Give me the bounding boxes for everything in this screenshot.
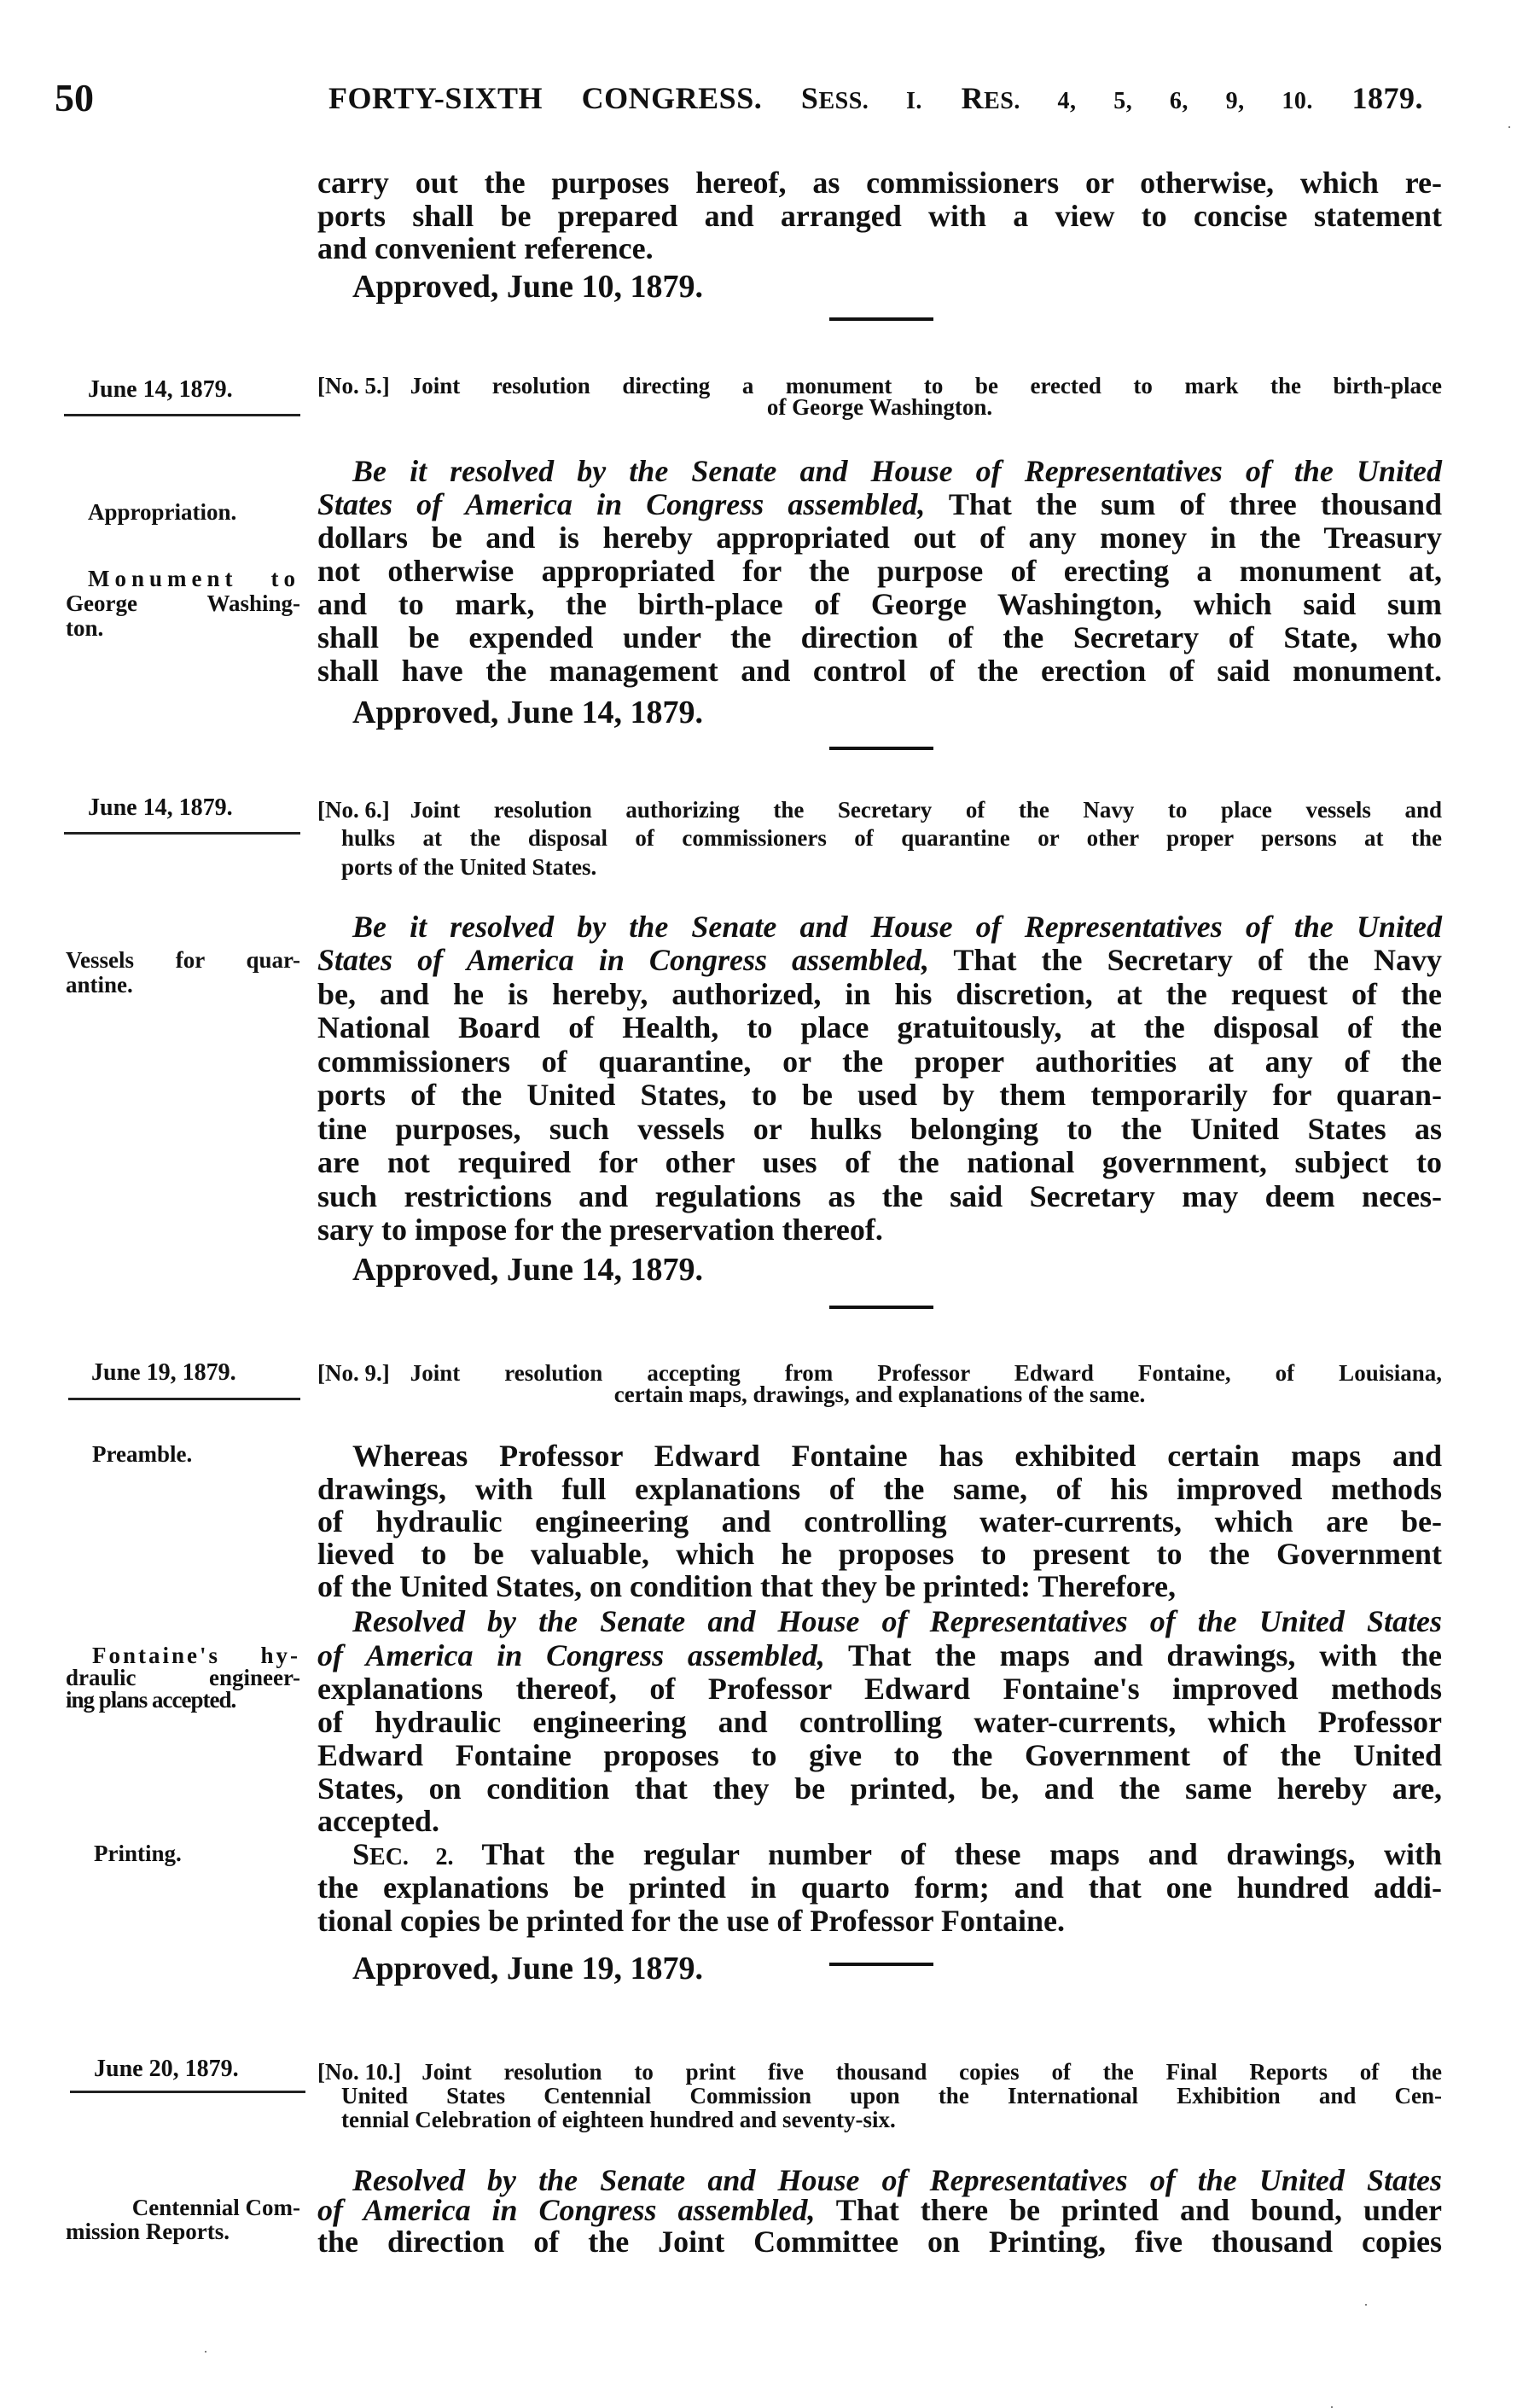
approval-line: Approved, June 14, 1879. [352, 695, 704, 730]
body-line: and to mark, the birth-place of George Washington, which said sum [317, 587, 1442, 621]
resolution-number: [No. 6.] [317, 797, 390, 823]
resolution-title-line: hulks at the disposal of commissioners of quarantine or other proper persons at the [341, 825, 1442, 851]
body-line: ports of the United States, to be used by them temporarily for quaran- [317, 1078, 1442, 1112]
body-line: not otherwise appropriated for the purpose of erecting a monument at, [317, 554, 1442, 588]
margin-note-centennial: Centennial Com- [131, 2195, 300, 2220]
header-year: 1879. [1351, 81, 1424, 115]
resolution-title-line: ports of the United States. [341, 854, 597, 880]
margin-note-monument: Monument to [88, 566, 300, 591]
body-line: of hydraulic engineering and controlling water-currents, which Professor [317, 1705, 1442, 1739]
section-2-line: tional copies be printed for the use of Professor Fontaine. [317, 1904, 1065, 1938]
body-line: National Board of Health, to place gratuitously, at the disposal of the [317, 1010, 1442, 1044]
margin-note-monument: ton. [66, 615, 104, 641]
scan-speck [1508, 126, 1510, 128]
margin-note-preamble: Preamble. [92, 1441, 193, 1467]
margin-note-monument: George Washing- [66, 590, 300, 616]
body-line: accepted. [317, 1804, 439, 1838]
preamble-line: lieved to be valuable, which he proposes to present to the Government [317, 1537, 1442, 1571]
margin-note-vessels: antine. [66, 972, 133, 998]
margin-note-fontaine: Fontaine's hy- [92, 1643, 300, 1668]
body-line: explanations thereof, of Professor Edward Fontaine's improved methods [317, 1672, 1442, 1706]
congress-name: FORTY-SIXTH CONGRESS. [328, 81, 763, 115]
approval-line: Approved, June 19, 1879. [352, 1951, 704, 1986]
resolutions-label: RES. 4, 5, 6, 9, 10. [961, 81, 1313, 115]
margin-note-appropriation: Appropriation. [88, 499, 237, 525]
body-line: tine purposes, such vessels or hulks belonging to the United States as [317, 1112, 1442, 1146]
resolution-title: [No. 5.] Joint resolution directing a monument to be erected to mark the birth-place [317, 373, 1442, 398]
resolution-title-line: United States Centennial Commission upon the International Exhibition and Cen- [341, 2083, 1442, 2108]
body-line: ports shall be prepared and arranged with a view to concise statement [317, 199, 1442, 233]
resolution-title-line: of George Washington. [766, 394, 993, 420]
preamble-line: of the United States, on condition that they be printed: Therefore, [317, 1569, 1176, 1603]
page-number: 50 [55, 76, 94, 119]
scan-speck [205, 2351, 206, 2353]
body-line: of America in Congress assembled, That there be printed and bound, under [317, 2193, 1442, 2227]
resolution-number: [No. 10.] [317, 2059, 402, 2085]
margin-note-fontaine: ing plans accepted. [66, 1687, 236, 1713]
body-line: the direction of the Joint Committee on Printing, five thousand copies [317, 2225, 1442, 2259]
resolution-number: [No. 9.] [317, 1360, 390, 1386]
body-line: States of America in Congress assembled, That the Secretary of the Navy [317, 943, 1442, 977]
resolution-date: June 14, 1879. [88, 794, 233, 821]
body-line: of America in Congress assembled, That the maps and drawings, with the [317, 1638, 1442, 1672]
body-line: States of America in Congress assembled, That the sum of three thousand [317, 487, 1442, 521]
section-2-line: the explanations be printed in quarto form; and that one hundred addi- [317, 1870, 1442, 1905]
date-underline [70, 2091, 305, 2093]
body-line: be, and he is hereby, authorized, in his discretion, at the request of the [317, 977, 1442, 1011]
session-label: SESS. I. [800, 81, 922, 115]
preamble-line: of hydraulic engineering and controlling water-currents, which are be- [317, 1504, 1442, 1538]
date-underline [64, 414, 300, 416]
scan-speck [1365, 2304, 1367, 2306]
section-rule [829, 317, 933, 321]
resolution-title-line: certain maps, drawings, and explanations of the same. [613, 1381, 1146, 1407]
body-line: shall have the management and control of the erection of said monument. [317, 654, 1442, 688]
resolution-title: [No. 9.] Joint resolution accepting from Professor Edward Fontaine, of Louisiana, [317, 1360, 1442, 1386]
section-label: S [352, 1837, 370, 1871]
section-2-line: SEC. 2. That the regular number of these maps and drawings, with [352, 1837, 1442, 1871]
date-underline [68, 1398, 300, 1400]
date-underline [64, 832, 300, 835]
preamble-line: drawings, with full explanations of the same, of his improved methods [317, 1472, 1442, 1506]
body-line: commissioners of quarantine, or the proper authorities at any of the [317, 1044, 1442, 1079]
margin-note-printing: Printing. [94, 1841, 182, 1866]
enacting-clause: Resolved by the Senate and House of Representatives of the United States [352, 2163, 1442, 2197]
body-line: carry out the purposes hereof, as commissioners or otherwise, which re- [317, 166, 1442, 200]
body-line: sary to impose for the preservation thereof. [317, 1213, 883, 1247]
section-rule [829, 1963, 933, 1966]
resolution-title: [No. 6.] Joint resolution authorizing the Secretary of the Navy to place vessels and [317, 797, 1442, 823]
preamble-line: Whereas Professor Edward Fontaine has exhibited certain maps and [352, 1439, 1442, 1473]
body-line: are not required for other uses of the national government, subject to [317, 1145, 1442, 1179]
body-line: Edward Fontaine proposes to give to the Government of the United [317, 1738, 1442, 1772]
enacting-clause: Be it resolved by the Senate and House of Representatives of the United [352, 454, 1442, 488]
margin-note-centennial: mission Reports. [66, 2219, 230, 2244]
body-line: and convenient reference. [317, 231, 654, 265]
body-line: dollars be and is hereby appropriated out of any money in the Treasury [317, 521, 1442, 555]
margin-note-vessels: Vessels for quar- [66, 947, 300, 973]
approval-line: Approved, June 14, 1879. [352, 1252, 704, 1288]
body-line: shall be expended under the direction of the Secretary of State, who [317, 620, 1442, 654]
enacting-clause: Resolved by the Senate and House of Representatives of the United States [352, 1604, 1442, 1638]
section-rule [829, 1306, 933, 1309]
resolution-title: [No. 10.] Joint resolution to print five thousand copies of the Final Reports of the [317, 2059, 1442, 2085]
approval-line: Approved, June 10, 1879. [352, 269, 704, 305]
resolution-title-line: tennial Celebration of eighteen hundred and seventy-six. [341, 2107, 896, 2132]
margin-note-fontaine: draulic engineer- [66, 1665, 300, 1690]
resolution-date: June 14, 1879. [88, 376, 233, 403]
resolution-number: [No. 5.] [317, 373, 390, 398]
body-line: such restrictions and regulations as the said Secretary may deem neces- [317, 1179, 1442, 1213]
resolution-date: June 19, 1879. [91, 1359, 236, 1386]
enacting-clause: Be it resolved by the Senate and House of Representatives of the United [352, 910, 1442, 944]
running-head [328, 80, 1423, 116]
section-rule [829, 747, 933, 750]
resolution-date: June 20, 1879. [94, 2056, 239, 2082]
body-line: States, on condition that they be printed, be, and the same hereby are, [317, 1771, 1442, 1806]
